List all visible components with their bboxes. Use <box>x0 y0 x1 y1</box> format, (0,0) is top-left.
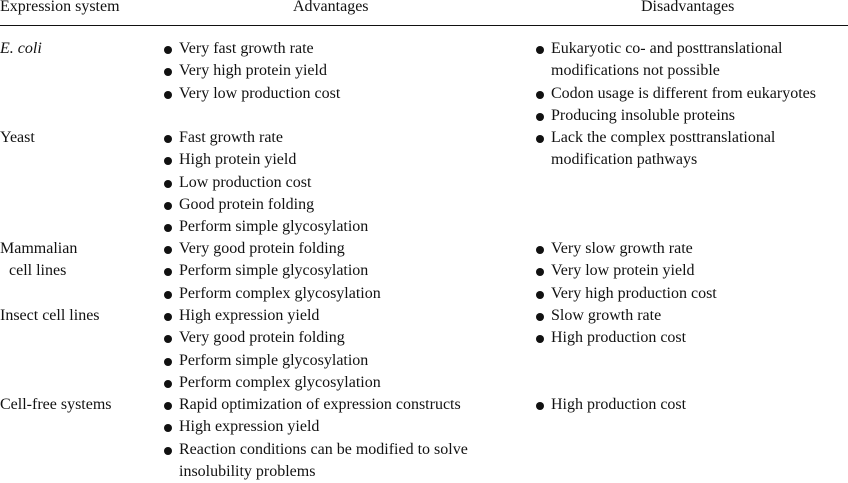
expression-system-cell <box>0 394 160 416</box>
advantage-text: Fast growth rate <box>179 129 283 146</box>
disadvantage-text: Producing insoluble proteins <box>551 106 735 124</box>
disadvantage-text: Very high production cost <box>551 284 717 302</box>
bullet-icon <box>536 113 544 121</box>
advantage-item <box>163 350 533 372</box>
advantage-item <box>163 60 533 82</box>
table-row <box>0 305 848 394</box>
disadvantages-cell <box>535 305 848 350</box>
advantage-item <box>163 127 533 149</box>
expression-system-cell <box>0 305 160 327</box>
advantage-text: Very high protein yield <box>179 62 327 80</box>
disadvantage-text: Very low protein yield <box>551 262 695 280</box>
advantage-item <box>163 260 533 282</box>
header-disadvantages: Disadvantages <box>641 0 735 15</box>
disadvantage-text: Eukaryotic co- and posttranslational <box>551 40 783 57</box>
disadvantage-text: High production cost <box>551 329 687 347</box>
advantage-text: Very fast growth rate <box>179 40 314 57</box>
advantage-item <box>163 439 533 483</box>
expression-system-name: cell lines <box>9 262 67 280</box>
advantages-cell <box>163 394 533 483</box>
disadvantages-cell <box>535 238 848 305</box>
bullet-icon <box>164 402 172 410</box>
table-header <box>0 0 848 26</box>
expression-system-name: E. coli <box>0 40 42 57</box>
bullet-icon <box>164 380 172 388</box>
disadvantage-item <box>535 305 848 327</box>
advantage-item <box>163 172 533 194</box>
header-expression-system: Expression system <box>0 0 120 15</box>
bullet-icon <box>164 180 172 188</box>
disadvantage-text: Slow growth rate <box>551 307 662 324</box>
bullet-icon <box>164 358 172 366</box>
disadvantages-cell <box>535 38 848 127</box>
expression-system-cell <box>0 238 160 283</box>
bullet-icon <box>536 46 544 54</box>
table-row <box>0 394 848 483</box>
disadvantage-text: High production cost <box>551 396 687 413</box>
advantage-item <box>163 283 533 305</box>
expression-system-name: Yeast <box>0 129 35 146</box>
bullet-icon <box>536 91 544 99</box>
advantage-item <box>163 327 533 349</box>
expression-system-name: Mammalian <box>0 240 78 257</box>
disadvantage-text: Codon usage is different from eukaryotes <box>551 84 816 102</box>
advantage-text: Perform simple glycosylation <box>179 262 369 280</box>
expression-system-name: Insect cell lines <box>0 307 100 324</box>
disadvantage-item <box>535 238 848 260</box>
bullet-icon <box>164 447 172 455</box>
bullet-icon <box>536 335 544 343</box>
bullet-icon <box>164 246 172 254</box>
bullet-icon <box>164 202 172 210</box>
disadvantage-text: modifications not possible <box>551 62 720 80</box>
bullet-icon <box>164 291 172 299</box>
disadvantage-text: modification pathways <box>551 151 698 169</box>
header-advantages: Advantages <box>293 0 369 15</box>
advantages-cell <box>163 38 533 105</box>
advantage-item <box>163 216 533 238</box>
disadvantage-text: Very slow growth rate <box>551 240 693 257</box>
advantage-text: Perform complex glycosylation <box>179 373 381 391</box>
bullet-icon <box>536 268 544 276</box>
bullet-icon <box>164 224 172 232</box>
disadvantage-item <box>535 105 848 127</box>
advantage-text: Very low production cost <box>179 84 341 102</box>
advantage-text: Reaction conditions can be modified to solve insolubility problems <box>179 440 468 480</box>
bullet-icon <box>164 46 172 54</box>
advantage-item <box>163 305 533 327</box>
advantage-item <box>163 372 533 394</box>
advantage-text: Perform complex glycosylation <box>179 284 381 302</box>
disadvantage-item <box>535 260 848 282</box>
advantage-text: Rapid optimization of expression constructs <box>179 396 461 413</box>
advantages-cell <box>163 127 533 238</box>
advantages-cell <box>163 238 533 305</box>
bullet-icon <box>164 68 172 76</box>
advantage-text: Very good protein folding <box>179 240 345 257</box>
bullet-icon <box>536 246 544 254</box>
advantage-item <box>163 83 533 105</box>
advantage-item <box>163 38 533 60</box>
disadvantage-item <box>535 38 848 83</box>
advantage-item <box>163 238 533 260</box>
expression-system-name: Cell-free systems <box>0 396 112 413</box>
bullet-icon <box>164 91 172 99</box>
disadvantage-item <box>535 83 848 105</box>
disadvantages-cell <box>535 127 848 172</box>
advantage-text: High expression yield <box>179 307 320 324</box>
bullet-icon <box>164 157 172 165</box>
expression-system-cell <box>0 38 160 60</box>
disadvantages-cell <box>535 394 848 416</box>
advantage-text: Perform simple glycosylation <box>179 351 369 369</box>
table-body <box>0 38 848 483</box>
advantage-text: High expression yield <box>179 418 320 436</box>
bullet-icon <box>536 135 544 143</box>
advantages-cell <box>163 305 533 394</box>
bullet-icon <box>164 424 172 432</box>
bullet-icon <box>536 402 544 410</box>
advantage-text: Low production cost <box>179 173 312 191</box>
advantage-item <box>163 194 533 216</box>
advantage-text: Good protein folding <box>179 195 315 213</box>
advantage-text: Very good protein folding <box>179 329 345 347</box>
bullet-icon <box>536 313 544 321</box>
disadvantage-item <box>535 127 848 172</box>
bullet-icon <box>536 291 544 299</box>
table-row <box>0 127 848 238</box>
advantage-text: Perform simple glycosylation <box>179 218 369 236</box>
advantage-item <box>163 394 533 416</box>
bullet-icon <box>164 268 172 276</box>
disadvantage-item <box>535 327 848 349</box>
advantage-item <box>163 416 533 438</box>
disadvantage-item <box>535 283 848 305</box>
bullet-icon <box>164 313 172 321</box>
expression-system-cell <box>0 127 160 149</box>
bullet-icon <box>164 135 172 143</box>
disadvantage-text: Lack the complex posttranslational <box>551 129 776 146</box>
advantage-text: High protein yield <box>179 151 297 169</box>
table-row <box>0 238 848 305</box>
advantage-item <box>163 149 533 171</box>
table-row <box>0 38 848 127</box>
disadvantage-item <box>535 394 848 416</box>
bullet-icon <box>164 335 172 343</box>
